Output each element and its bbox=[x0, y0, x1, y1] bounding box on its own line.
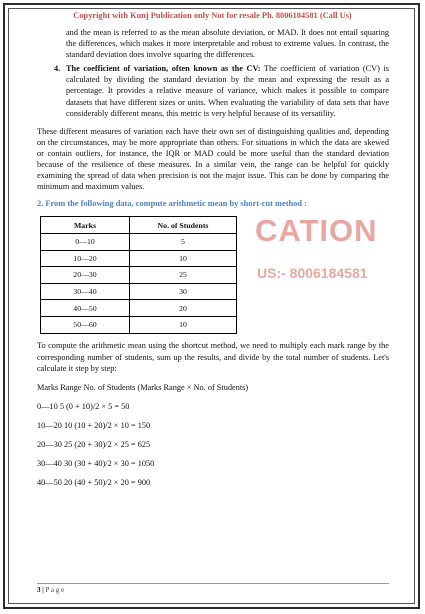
variation-paragraph: These different measures of variation each have their own set of distinguishing qualities and, depending on the circumstances, may be more appropriate than others. For situations in which the data are skewed or contain outliers, for instance, the IQR or MAD could be more useful than the standard deviation because of the resilience of these measures. In a similar vein, the range can be helpful for quickly examining the spread of data when precision is not the major issue. This can be done by comparing the minimum and maximum values. bbox=[37, 126, 389, 192]
column-header-students: No. of Students bbox=[130, 217, 237, 234]
table-row bbox=[41, 267, 237, 284]
calc-line: Marks Range No. of Students (Marks Range × No. of Students) bbox=[37, 382, 249, 392]
calc-line: 10—20 10 (10 + 20)/2 × 10 = 150 bbox=[37, 420, 151, 430]
watermark-line2: US:- 8006184581 bbox=[257, 265, 368, 282]
watermark-line1: CATION bbox=[255, 213, 378, 249]
copyright-header: Copyright with Kunj Publication only Not for resale Ph. 8006184581 (Call Us) bbox=[73, 11, 352, 20]
calc-line: 20—30 25 (20 + 30)/2 × 25 = 625 bbox=[37, 439, 151, 449]
cell-students: 30 bbox=[130, 283, 237, 300]
cell-students: 10 bbox=[130, 250, 237, 267]
page-content bbox=[37, 27, 389, 488]
page-footer bbox=[37, 583, 389, 594]
table-row bbox=[41, 250, 237, 267]
cell-marks: 0—10 bbox=[41, 234, 130, 251]
question-heading: 2. From the following data, compute arithmetic mean by short-cut method : bbox=[37, 199, 307, 209]
cell-marks: 20—30 bbox=[41, 267, 130, 284]
cell-marks: 40—50 bbox=[41, 300, 130, 317]
method-paragraph: To compute the arithmetic mean using the shortcut method, we need to multiply each mark range by the corresponding number of students, sum up the results, and divide by the total number of students. Let's calculate it step by step: bbox=[37, 341, 389, 373]
cell-students: 20 bbox=[130, 300, 237, 317]
column-header-marks: Marks bbox=[41, 217, 130, 234]
cell-students: 5 bbox=[130, 234, 237, 251]
item4-text bbox=[66, 63, 389, 118]
table-row bbox=[41, 316, 237, 333]
page-label: P a g e bbox=[43, 586, 65, 594]
table-row bbox=[41, 234, 237, 251]
cell-marks: 10—20 bbox=[41, 250, 130, 267]
table-header-row bbox=[41, 217, 237, 234]
cell-students: 25 bbox=[130, 267, 237, 284]
calculation-lines bbox=[37, 382, 389, 489]
cell-marks: 50—60 bbox=[41, 316, 130, 333]
item4-number: 4. bbox=[54, 64, 61, 74]
marks-table bbox=[40, 216, 237, 333]
page-number: 3 | bbox=[37, 586, 44, 594]
item3-continuation: and the mean is referred to as the mean absolute deviation, or MAD. It does not entail squaring the differences, which makes it more interpretable and robust to extreme values. In contrast, the standard deviation does involve squaring the differences. bbox=[66, 28, 389, 60]
item4 bbox=[54, 63, 389, 118]
calc-line: 30—40 30 (30 + 40)/2 × 30 = 1050 bbox=[37, 459, 155, 469]
item4-body: The coefficient of variation (CV) is calculated by dividing the standard deviation by the mean and expressing the result as a percentage. It provides a relative measure of variance, which makes it possible to compare datasets that have different sizes or units. When evaluating the variability of data sets that have considerably different means, this metric is very helpful because of its versatility. bbox=[66, 64, 389, 118]
table-row bbox=[41, 283, 237, 300]
table-area bbox=[37, 213, 389, 337]
table-row bbox=[41, 300, 237, 317]
item4-title: The coefficient of variation, often known as the CV: bbox=[66, 64, 261, 74]
calc-line: 0—10 5 (0 + 10)/2 × 5 = 50 bbox=[37, 401, 130, 411]
cell-marks: 30—40 bbox=[41, 283, 130, 300]
cell-students: 10 bbox=[130, 316, 237, 333]
publisher-watermark bbox=[255, 213, 378, 282]
calc-line: 40—50 20 (40 + 50)/2 × 20 = 900 bbox=[37, 478, 151, 488]
